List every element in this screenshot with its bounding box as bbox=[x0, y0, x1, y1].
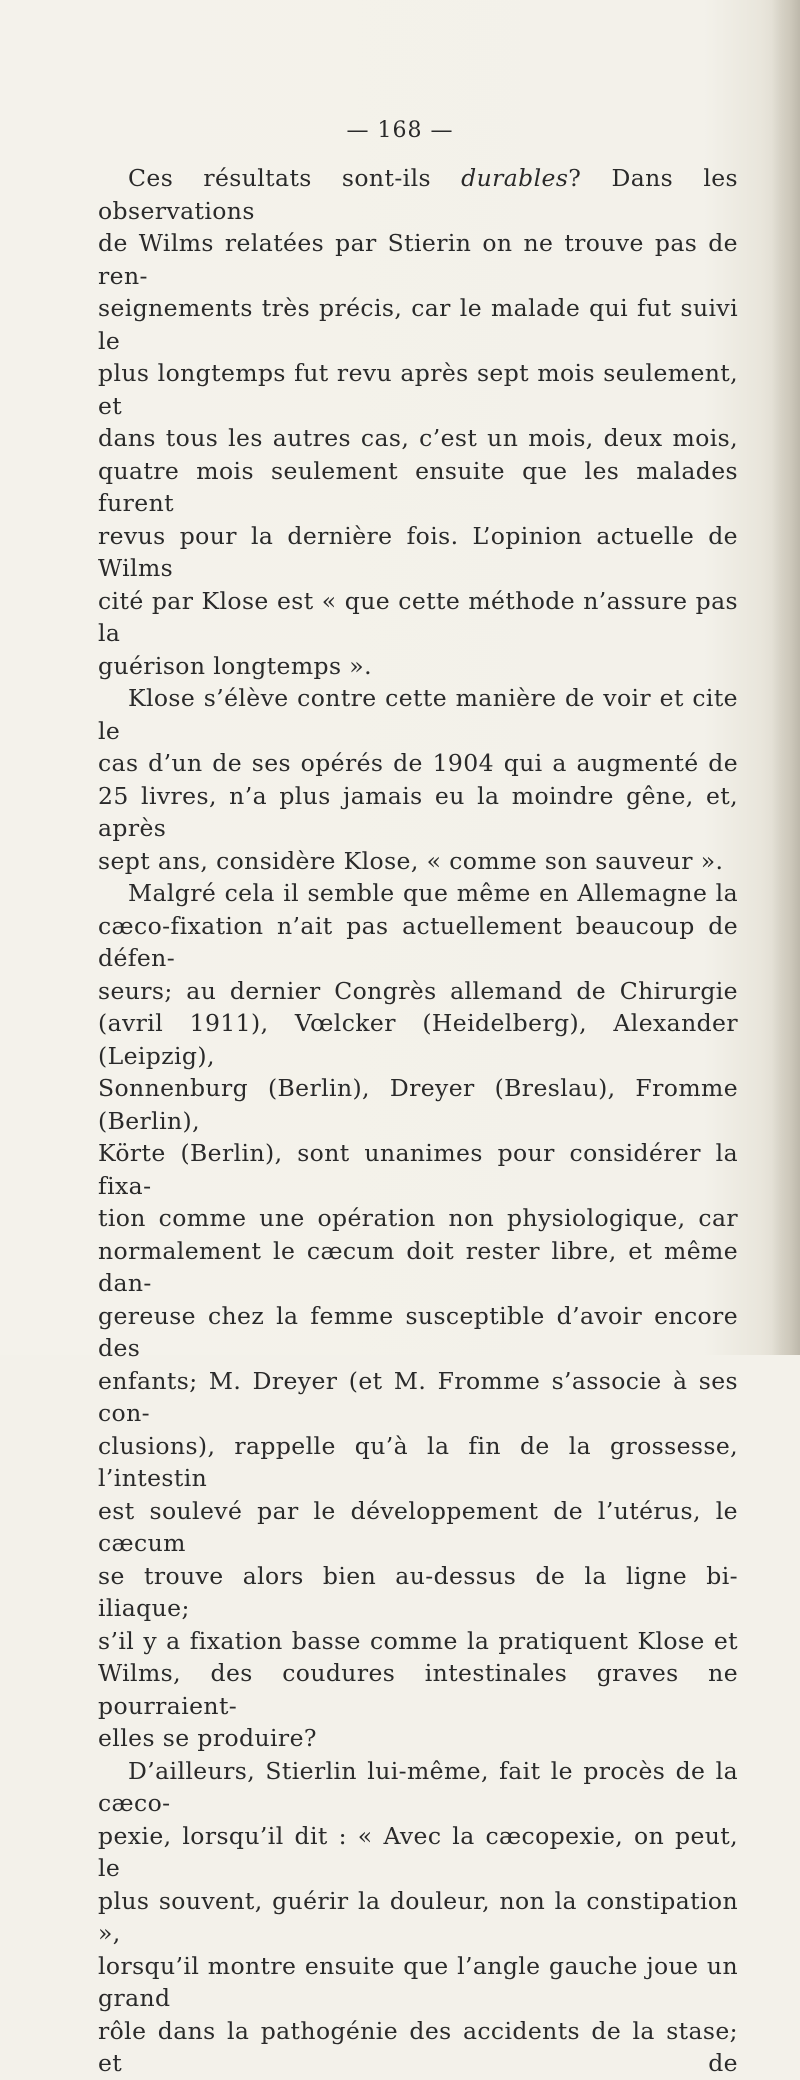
page-edge-shadow bbox=[772, 0, 800, 1355]
text-line: normalement le cæcum doit rester libre, et même dan- bbox=[98, 1236, 738, 1297]
text-line: revus pour la dernière fois. L’opinion actuelle de Wilms bbox=[98, 521, 738, 582]
text-line: Klose s’élève contre cette manière de voir et cite le bbox=[98, 684, 738, 745]
paragraph-1-end bbox=[98, 650, 738, 683]
paragraph-3-cont bbox=[98, 910, 738, 1723]
text-line: seignements très précis, car le malade qui fut suivi le bbox=[98, 294, 738, 355]
text-line: tion comme une opération non physiologique, car bbox=[98, 1204, 738, 1232]
text-line: plus souvent, guérir la douleur, non la constipation », bbox=[98, 1886, 738, 1947]
text-line: (avril 1911), Vœlcker (Heidelberg), Alexander (Leipzig), bbox=[98, 1009, 738, 1070]
text-line: de Wilms relatées par Stierin on ne trouve pas de ren- bbox=[98, 229, 738, 290]
text-line: est soulevé par le développement de l’utérus, le cæcum bbox=[98, 1496, 738, 1557]
text-line: seurs; au dernier Congrès allemand de Chirurgie bbox=[98, 976, 738, 1005]
text-line: Ces résultats sont-ils durables? Dans les observations bbox=[98, 164, 738, 225]
text-line: Wilms, des coudures intestinales graves ne pourraient- bbox=[98, 1659, 738, 1720]
text-line: sept ans, considère Klose, « comme son sauveur ». bbox=[98, 846, 724, 875]
text-line: cité par Klose est « que cette méthode n’assure pas la bbox=[98, 586, 738, 647]
text-line: Körte (Berlin), sont unanimes pour considérer la fixa- bbox=[98, 1139, 738, 1200]
text-line: guérison longtemps ». bbox=[98, 651, 372, 680]
paragraph-1 bbox=[98, 162, 738, 227]
text-line: lorsqu’il montre ensuite que l’angle gauche joue un grand bbox=[98, 1951, 738, 2012]
text-line: pexie, lorsqu’il dit : « Avec la cæcopexie, on peut, le bbox=[98, 1821, 738, 1882]
text-line: enfants; M. Dreyer (et M. Fromme s’associe à ses con- bbox=[98, 1366, 738, 1427]
page-number: — 168 — bbox=[346, 118, 454, 143]
paragraph-3 bbox=[98, 877, 738, 910]
text-line: Malgré cela il semble que même en Allemagne la bbox=[128, 879, 738, 907]
text-line: gereuse chez la femme susceptible d’avoir encore des bbox=[98, 1301, 738, 1362]
paragraph-2 bbox=[98, 682, 738, 747]
text-line: dans tous les autres cas, c’est un mois, deux mois, bbox=[98, 424, 738, 452]
paragraph-4-cont bbox=[98, 1820, 738, 2080]
text-line: 25 livres, n’a plus jamais eu la moindre gêne, et, après bbox=[98, 781, 738, 842]
text-line: elles se produire? bbox=[98, 1724, 317, 1752]
paragraph-2-end bbox=[98, 845, 738, 878]
text-line: cæco-fixation n’ait pas actuellement beaucoup de défen- bbox=[98, 911, 738, 972]
text-line: se trouve alors bien au-dessus de la ligne bi-iliaque; bbox=[98, 1561, 738, 1622]
text-line: quatre mois seulement ensuite que les malades furent bbox=[98, 456, 738, 517]
paragraph-4 bbox=[98, 1755, 738, 1820]
text-line: Sonnenburg (Berlin), Dreyer (Breslau), Fromme (Berlin), bbox=[98, 1074, 738, 1135]
paragraph-3-end bbox=[98, 1722, 738, 1755]
emphasis-durables: durables bbox=[461, 164, 569, 192]
text-line: s’il y a fixation basse comme la pratiquent Klose et bbox=[98, 1626, 738, 1655]
text-line: cas d’un de ses opérés de 1904 qui a augmenté de bbox=[98, 749, 738, 777]
paragraph-1-cont bbox=[98, 227, 738, 650]
text-line: D’ailleurs, Stierlin lui-même, fait le procès de la cæco- bbox=[98, 1756, 738, 1817]
paragraph-2-cont bbox=[98, 747, 738, 845]
body-text bbox=[98, 162, 738, 2080]
text-line: plus longtemps fut revu après sept mois seulement, et bbox=[98, 359, 738, 420]
text-line: clusions), rappelle qu’à la fin de la grossesse, l’intestin bbox=[98, 1431, 738, 1492]
text-line: rôle dans la pathogénie des accidents de la stase; et de bbox=[98, 2016, 738, 2077]
